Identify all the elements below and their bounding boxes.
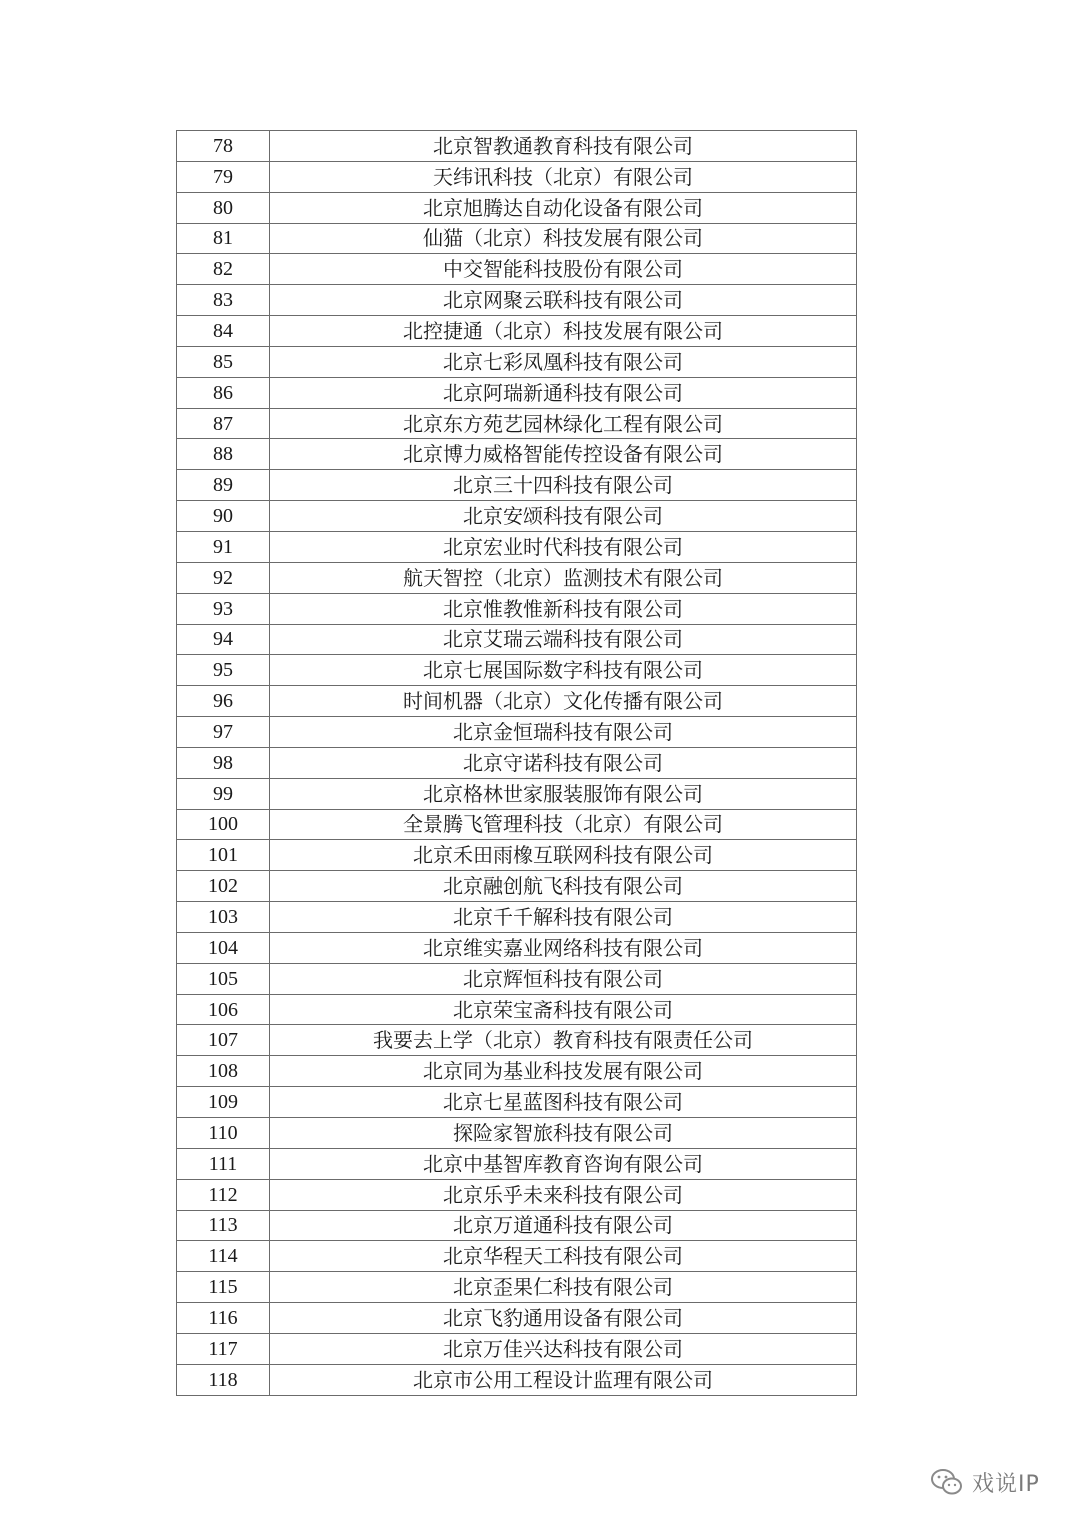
- row-number: 86: [177, 377, 270, 408]
- row-number: 84: [177, 316, 270, 347]
- company-name: 北京七星蓝图科技有限公司: [270, 1087, 857, 1118]
- table-row: [177, 531, 857, 562]
- table-row: [177, 1333, 857, 1364]
- row-number: 105: [177, 963, 270, 994]
- row-number: 103: [177, 902, 270, 933]
- wechat-icon: [930, 1467, 964, 1497]
- row-number: 89: [177, 470, 270, 501]
- row-number: 112: [177, 1179, 270, 1210]
- table-row: [177, 223, 857, 254]
- table-row: [177, 778, 857, 809]
- row-number: 99: [177, 778, 270, 809]
- table-row: [177, 902, 857, 933]
- company-name: 仙猫（北京）科技发展有限公司: [270, 223, 857, 254]
- row-number: 104: [177, 932, 270, 963]
- table-row: [177, 501, 857, 532]
- company-name: 北京阿瑞新通科技有限公司: [270, 377, 857, 408]
- company-name: 天纬讯科技（北京）有限公司: [270, 161, 857, 192]
- company-name: 北京维实嘉业网络科技有限公司: [270, 932, 857, 963]
- row-number: 81: [177, 223, 270, 254]
- company-name: 北京艾瑞云端科技有限公司: [270, 624, 857, 655]
- row-number: 108: [177, 1056, 270, 1087]
- row-number: 92: [177, 562, 270, 593]
- company-list-table: [176, 130, 857, 1396]
- row-number: 102: [177, 871, 270, 902]
- table-row: [177, 1148, 857, 1179]
- company-name: 北京荣宝斋科技有限公司: [270, 994, 857, 1025]
- row-number: 101: [177, 840, 270, 871]
- table-row: [177, 316, 857, 347]
- company-name: 北京格林世家服装服饰有限公司: [270, 778, 857, 809]
- table-row: [177, 377, 857, 408]
- company-name: 北控捷通（北京）科技发展有限公司: [270, 316, 857, 347]
- table-row: [177, 254, 857, 285]
- table-row: [177, 932, 857, 963]
- company-name: 北京七彩凤凰科技有限公司: [270, 346, 857, 377]
- row-number: 111: [177, 1148, 270, 1179]
- row-number: 80: [177, 192, 270, 223]
- table-row: [177, 1210, 857, 1241]
- company-name: 北京安颂科技有限公司: [270, 501, 857, 532]
- table-row: [177, 871, 857, 902]
- table-row: [177, 562, 857, 593]
- company-name: 北京万佳兴达科技有限公司: [270, 1333, 857, 1364]
- row-number: 114: [177, 1241, 270, 1272]
- company-name: 北京歪果仁科技有限公司: [270, 1272, 857, 1303]
- company-name: 探险家智旅科技有限公司: [270, 1118, 857, 1149]
- table-row: [177, 1025, 857, 1056]
- table-row: [177, 1364, 857, 1395]
- row-number: 113: [177, 1210, 270, 1241]
- row-number: 106: [177, 994, 270, 1025]
- table-row: [177, 192, 857, 223]
- row-number: 115: [177, 1272, 270, 1303]
- company-name: 北京三十四科技有限公司: [270, 470, 857, 501]
- row-number: 93: [177, 593, 270, 624]
- row-number: 118: [177, 1364, 270, 1395]
- watermark-text: 戏说IP: [972, 1471, 1040, 1497]
- company-name: 北京华程天工科技有限公司: [270, 1241, 857, 1272]
- row-number: 78: [177, 131, 270, 162]
- table-row: [177, 686, 857, 717]
- table-row: [177, 161, 857, 192]
- table-row: [177, 1179, 857, 1210]
- company-name: 北京千千解科技有限公司: [270, 902, 857, 933]
- company-name: 北京辉恒科技有限公司: [270, 963, 857, 994]
- table-row: [177, 1303, 857, 1334]
- row-number: 83: [177, 285, 270, 316]
- company-name: 北京中基智库教育咨询有限公司: [270, 1148, 857, 1179]
- table-row: [177, 1272, 857, 1303]
- row-number: 110: [177, 1118, 270, 1149]
- table-row: [177, 624, 857, 655]
- table-row: [177, 747, 857, 778]
- row-number: 91: [177, 531, 270, 562]
- table-row: [177, 470, 857, 501]
- company-name: 北京万道通科技有限公司: [270, 1210, 857, 1241]
- company-name: 北京宏业时代科技有限公司: [270, 531, 857, 562]
- table-row: [177, 1118, 857, 1149]
- table-row: [177, 1056, 857, 1087]
- company-name: 航天智控（北京）监测技术有限公司: [270, 562, 857, 593]
- company-name: 中交智能科技股份有限公司: [270, 254, 857, 285]
- company-name: 北京融创航飞科技有限公司: [270, 871, 857, 902]
- table-row: [177, 439, 857, 470]
- company-name: 全景腾飞管理科技（北京）有限公司: [270, 809, 857, 840]
- company-name: 我要去上学（北京）教育科技有限责任公司: [270, 1025, 857, 1056]
- table-row: [177, 655, 857, 686]
- company-name: 北京守诺科技有限公司: [270, 747, 857, 778]
- row-number: 88: [177, 439, 270, 470]
- company-name: 北京惟教惟新科技有限公司: [270, 593, 857, 624]
- company-name: 北京智教通教育科技有限公司: [270, 131, 857, 162]
- row-number: 97: [177, 717, 270, 748]
- table-row: [177, 285, 857, 316]
- table-row: [177, 408, 857, 439]
- watermark: [930, 1462, 1040, 1502]
- row-number: 95: [177, 655, 270, 686]
- table-row: [177, 1087, 857, 1118]
- row-number: 107: [177, 1025, 270, 1056]
- company-name: 北京市公用工程设计监理有限公司: [270, 1364, 857, 1395]
- company-name: 北京乐乎未来科技有限公司: [270, 1179, 857, 1210]
- company-name: 北京飞豹通用设备有限公司: [270, 1303, 857, 1334]
- row-number: 82: [177, 254, 270, 285]
- company-name: 北京旭腾达自动化设备有限公司: [270, 192, 857, 223]
- row-number: 117: [177, 1333, 270, 1364]
- row-number: 96: [177, 686, 270, 717]
- company-list-body: [177, 131, 857, 1396]
- table-row: [177, 1241, 857, 1272]
- company-name: 北京金恒瑞科技有限公司: [270, 717, 857, 748]
- row-number: 98: [177, 747, 270, 778]
- table-row: [177, 593, 857, 624]
- row-number: 85: [177, 346, 270, 377]
- row-number: 94: [177, 624, 270, 655]
- company-name: 时间机器（北京）文化传播有限公司: [270, 686, 857, 717]
- company-name: 北京东方苑艺园林绿化工程有限公司: [270, 408, 857, 439]
- table-row: [177, 809, 857, 840]
- table-row: [177, 717, 857, 748]
- row-number: 100: [177, 809, 270, 840]
- table-row: [177, 346, 857, 377]
- row-number: 116: [177, 1303, 270, 1334]
- table-row: [177, 963, 857, 994]
- table-row: [177, 994, 857, 1025]
- row-number: 79: [177, 161, 270, 192]
- table-row: [177, 840, 857, 871]
- company-name: 北京同为基业科技发展有限公司: [270, 1056, 857, 1087]
- company-name: 北京七展国际数字科技有限公司: [270, 655, 857, 686]
- company-name: 北京博力威格智能传控设备有限公司: [270, 439, 857, 470]
- company-name: 北京禾田雨橡互联网科技有限公司: [270, 840, 857, 871]
- row-number: 87: [177, 408, 270, 439]
- company-name: 北京网聚云联科技有限公司: [270, 285, 857, 316]
- table-row: [177, 131, 857, 162]
- row-number: 90: [177, 501, 270, 532]
- row-number: 109: [177, 1087, 270, 1118]
